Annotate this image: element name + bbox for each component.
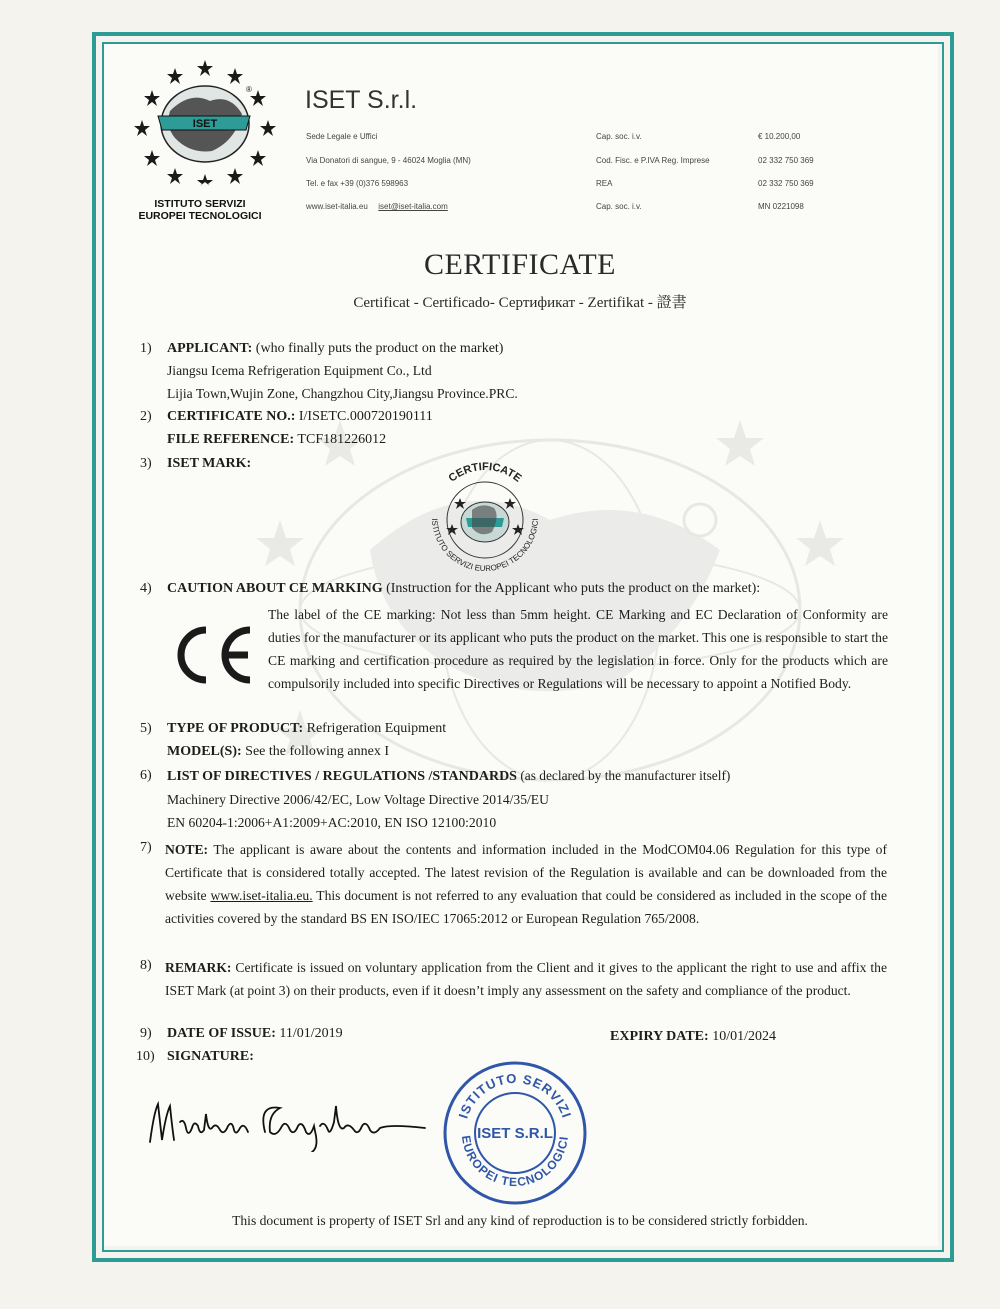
file-reference [167,430,386,450]
certificate-title: CERTIFICATE [423,248,617,281]
section-1-number: 1) [140,341,152,356]
standards-list: EN 60204-1:2006+A1:2009+AC:2010, EN ISO 12100:2010 [167,815,497,830]
ce-mark-text: CE [168,620,170,621]
directives-list: Machinery Directive 2006/42/EC, Low Voltage Directive 2014/35/EU [167,792,549,807]
section-8-number: 8) [140,958,152,973]
product-type-value: Refrigeration Equipment [303,721,447,736]
ce-caution-heading [167,579,760,599]
models-value: See the following annex I [241,744,390,759]
footer-notice: This document is property of ISET Srl and any kind of reproduction is to be considered strictly forbidden. [232,1213,808,1228]
certificate-subtitle: Certificat - Certificado- Сертификат - Zertifikat - 證書 [353,295,687,311]
applicant-address: Lijia Town,Wujin Zone, Changzhou City,Jiangsu Province.PRC. [167,386,518,401]
address-phone: Tel. e fax +39 (0)376 598963 [306,179,409,188]
registry-value-1: € 10.200,00 [758,132,801,141]
registry-label-4: Cap. soc. i.v. [596,202,642,211]
email-link[interactable]: iset@iset-italia.com [378,202,448,211]
models [167,742,389,762]
ce-caution-label: CAUTION ABOUT CE MARKING [167,581,383,596]
file-reference-value: TCF181226012 [294,432,387,447]
registry-value-4: MN 0221098 [758,202,804,211]
expiry-date-label: EXPIRY DATE: [610,1029,709,1044]
product-type-label: TYPE OF PRODUCT: [167,721,304,736]
iset-logo [130,56,280,186]
remark-body: Certificate is issued on voluntary application from the Client and it gives to the applicant the right to use and affix the ISET Mark (at point 3) on their products, even if it doesn’t imply any assessment on the safety and compliance of the product. [165,960,887,998]
file-reference-label: FILE REFERENCE: [167,432,295,447]
registry-value-3: 02 332 750 369 [758,179,814,188]
certificate-no-label: CERTIFICATE NO.: [167,409,296,424]
certificate-no-value: I/ISETC.000720190111 [295,409,433,424]
stamp-ring-bottom: EUROPEI TECNOLOGICI [458,1134,571,1190]
stamp-center: ISET S.R.L [477,1125,553,1142]
logo-caption-line1: ISTITUTO SERVIZI [154,198,246,210]
stamp-ring-top: ISTITUTO SERVIZI [455,1070,575,1121]
note-body-b: This document is not referred to any evaluation that could be considered as included in the scope of the activities covered by the standard BS EN ISO/IEC 17065:2012 or European Regulation 765/2008. [165,888,887,926]
iset-mark-label: ISET MARK: [167,456,252,471]
section-6-number: 6) [140,768,152,783]
remark-paragraph [165,956,887,1002]
ce-caution-body: The label of the CE marking: Not less than 5mm height. CE Marking and EC Declaration of Conformity are duties for the manufacturer or its applicant who puts the product on the market. This one is responsible to start the CE marking and certification procedure as required by the legislation in force. Only for the products which are compulsorily included into specific Directives or Regulations will be necessary to appoint a Notified Body. [268,607,889,691]
product-type [167,719,446,739]
section-7-number: 7) [140,840,152,855]
svg-text:ISET: ISET [192,118,218,130]
registry-value-2: 02 332 750 369 [758,156,814,165]
regulation-link[interactable]: www.iset-italia.eu. [210,888,313,903]
address-line2: Via Donatori di sangue, 9 - 46024 Moglia (MN) [306,156,471,165]
models-label: MODEL(S): [167,744,242,759]
issue-date [167,1024,343,1044]
directives-note: (as declared by the manufacturer itself) [516,768,731,783]
address-web [306,202,448,211]
note-body-a: The applicant is aware about the contents and information included in the ModCOM04.06 Regulation for this type of Certificate that is considered totally accepted. The latest revision of the Regulation is available and can be downloaded from the website [165,842,887,903]
registry-label-2: Cod. Fisc. e P.IVA Reg. Imprese [596,156,710,165]
section-3-number: 3) [140,456,152,471]
address-line1: Sede Legale e Uffici [306,132,378,141]
directives-heading [167,766,730,787]
svg-text:CERTIFICATE [447,461,524,485]
expiry-date [610,1027,776,1047]
logo-caption [110,198,290,222]
company-name: ISET S.r.l. [305,86,418,114]
applicant-note: (who finally puts the product on the market) [252,341,504,356]
directives-label: LIST OF DIRECTIVES / REGULATIONS /STANDARDS [167,769,517,784]
svg-text:®: ® [246,85,252,94]
section-5-number: 5) [140,721,152,736]
applicant-heading [167,339,503,359]
seal-top-text: CERTIFICATE [446,460,524,485]
certificate-no [167,407,433,427]
section-2-number: 2) [140,409,152,424]
signature-label: SIGNATURE: [167,1049,254,1064]
section-4-number: 4) [140,581,152,596]
registry-label-3: REA [596,179,613,188]
note-paragraph [165,838,887,930]
website-link[interactable]: www.iset-italia.eu [306,202,368,211]
issue-date-label: DATE OF ISSUE: [167,1026,276,1041]
expiry-date-value: 10/01/2024 [708,1029,776,1044]
section-10-number: 10) [136,1049,155,1064]
logo-caption-line2: EUROPEI TECNOLOGICI [138,210,262,222]
issue-date-value: 11/01/2019 [275,1026,343,1041]
company-stamp [440,1058,590,1208]
seal-ring-text: ISTITUTO SERVIZI EUROPEI TECNOLOGICI [429,518,541,574]
registry-label-1: Cap. soc. i.v. [596,132,642,141]
applicant-name: Jiangsu Icema Refrigeration Equipment Co., Ltd [167,363,432,378]
applicant-label: APPLICANT: [167,341,253,356]
remark-label: REMARK: [165,960,232,975]
iset-certificate-seal [420,458,550,576]
note-label: NOTE: [165,842,209,857]
ce-caution-note: (Instruction for the Applicant who puts the product on the market): [382,581,761,596]
section-9-number: 9) [140,1026,152,1041]
ce-mark-symbol [168,620,258,690]
handwritten-signature [140,1092,430,1152]
